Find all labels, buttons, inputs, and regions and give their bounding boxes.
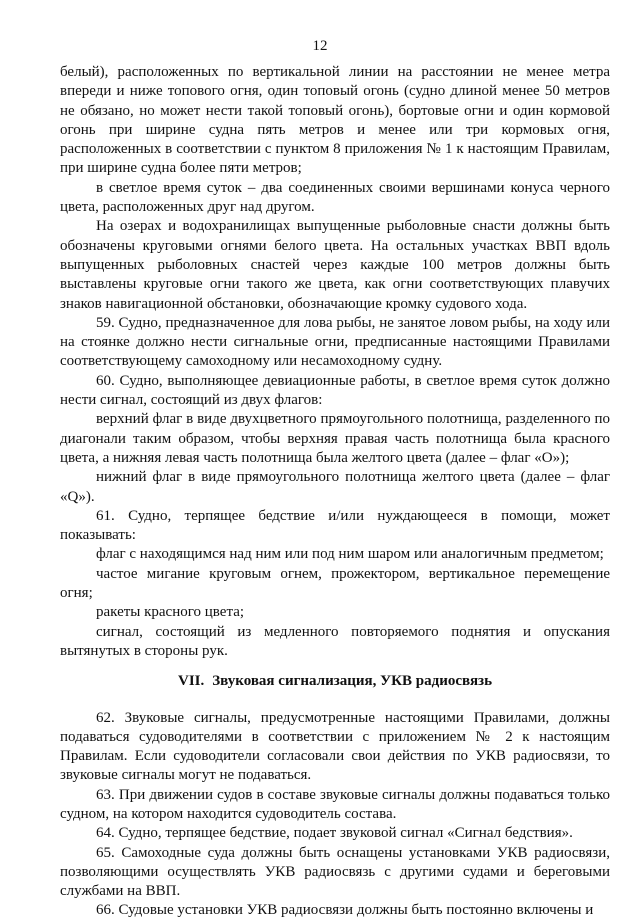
paragraph: сигнал, состоящий из медленного повторяемого поднятия и опускания вытянутых в стороны рук. xyxy=(60,623,610,659)
paragraph: 65. Самоходные суда должны быть оснащены установками УКВ радиосвязи, позволяющими осуществлять УКВ радиосвязь с другими судами и береговыми службами на ВВП. xyxy=(60,844,610,900)
paragraph: 59. Судно, предназначенное для лова рыбы, не занятое ловом рыбы, на ходу или на стоянке должно нести сигнальные огни, предписанные настоящими Правилами соответствующему самоходному или несамоходному судну. xyxy=(60,314,610,370)
document-body xyxy=(60,63,610,921)
paragraph: 64. Судно, терпящее бедствие, подает звуковой сигнал «Сигнал бедствия». xyxy=(96,825,573,842)
page-number: 12 xyxy=(312,38,328,54)
paragraph: 60. Судно, выполняющее девиационные работы, в светлое время суток должно нести сигнал, состоящий из двух флагов: xyxy=(60,372,610,409)
paragraph: 63. При движении судов в составе звуковые сигналы должны подаваться только судном, на котором находится судоводитель состава. xyxy=(60,786,610,822)
paragraphs-before-section xyxy=(60,63,610,661)
paragraphs-after-section xyxy=(60,709,610,921)
paragraph: нижний флаг в виде прямоугольного полотнища желтого цвета (далее – флаг «Q»). xyxy=(60,469,610,505)
paragraph: верхний флаг в виде двухцветного прямоугольного полотнища, разделенного по диагонали таким образом, чтобы верхняя правая часть полотнища была красного цвета, а нижняя левая часть полотнища была желтого цвета (далее – флаг «О»); xyxy=(60,411,610,466)
section-number: VII. xyxy=(177,673,205,690)
section-heading xyxy=(60,672,610,691)
section-title: Звуковая сигнализация, УКВ радиосвязь xyxy=(212,673,493,690)
paragraph: флаг с находящимся над ним или под ним шаром или аналогичным предметом; xyxy=(96,546,604,563)
paragraph: белый), расположенных по вертикальной линии на расстоянии не менее метра впереди и ниже топового огня, один топовый огонь (судно длиной менее 50 метров не обязано, но может нести такой топовый огонь), бортовые огни и один кормовой огонь при ширине судна пять метров и менее или три кормовых огня, расположенных в соответствии с пунктом 8 приложения № 1 к настоящим Правилам, при ширине судна более пяти метров; xyxy=(60,64,610,177)
paragraph: На озерах и водохранилищах выпущенные рыболовные снасти должны быть обозначены круговыми огнями белого цвета. На остальных участках ВВП вдоль выпущенных рыболовных снастей через каждые 100 метров должны быть выставлены круговые огни такого же цвета, как огни соответствующих плавучих знаков навигационной обстановки, обозначающие кромку судового хода. xyxy=(60,218,610,312)
paragraph: ракеты красного цвета; xyxy=(96,604,245,621)
paragraph: 61. Судно, терпящее бедствие и/или нуждающееся в помощи, может показывать: xyxy=(60,507,610,544)
paragraph: частое мигание круговым огнем, прожектором, вертикальное перемещение огня; xyxy=(60,565,610,602)
paragraph: в светлое время суток – два соединенных своими вершинами конуса черного цвета, расположенных друг над другом. xyxy=(60,179,610,216)
paragraph: 66. Судовые установки УКВ радиосвязи должны быть постоянно включены и xyxy=(96,902,594,919)
paragraph: 62. Звуковые сигналы, предусмотренные настоящими Правилами, должны подаваться судоводителями в соответствии с приложением № 2 к настоящим Правилам. Если судоводители согласовали свои действия по УКВ радиосвязи, то звуковые сигналы могут не подаваться. xyxy=(60,709,610,784)
